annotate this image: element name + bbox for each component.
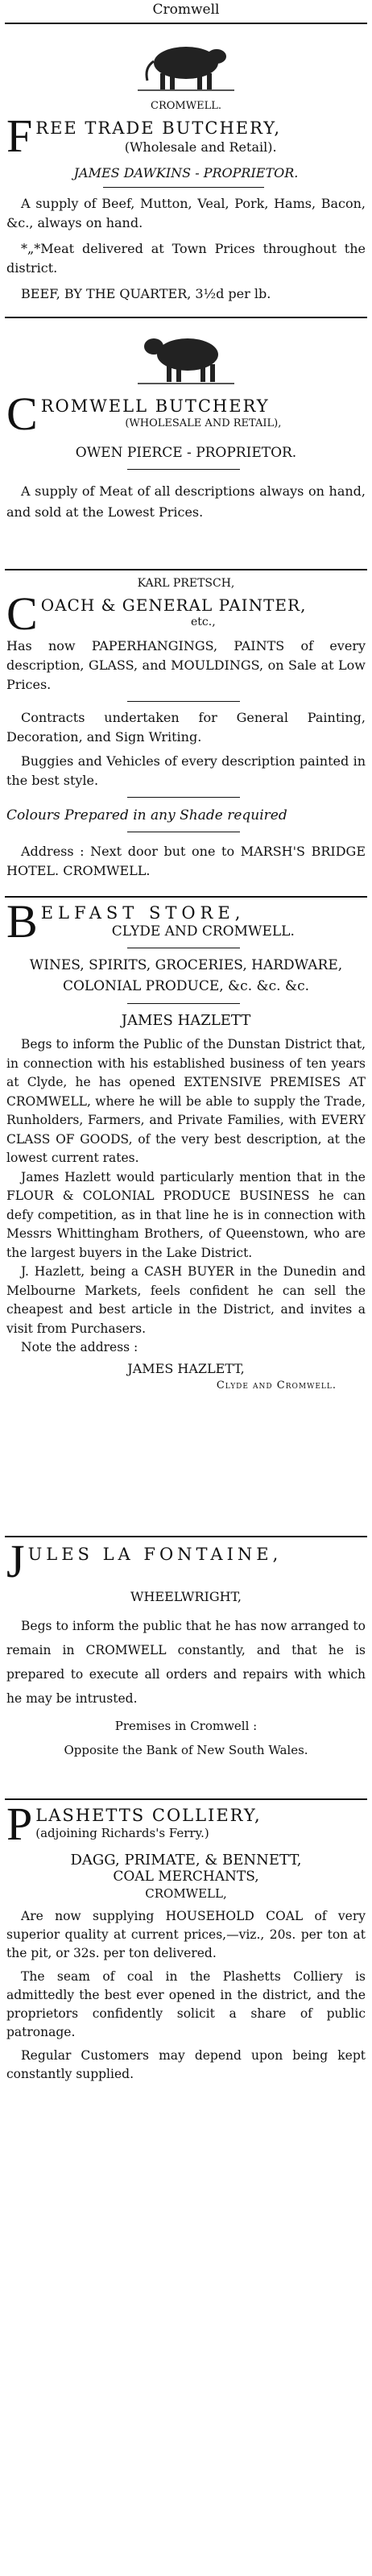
ad4-para1: Begs to inform the Public of the Dunstan District that, in connection with his established business of ten years at Clyde, he has opened EXTENSIVE PREMISES AT CROMWELL, where he will be able to supply the Trade, Runholders, Farmers, and Private Families, with EVERY CLASS OF GOODS, of the very best description, at the lowest current rates. [6, 1037, 366, 1165]
ad3-name: KARL PRETSCH, [137, 577, 235, 590]
ad5-location: Opposite the Bank of New South Wales. [64, 1743, 308, 1757]
ad6-adjoin: (adjoining Richards's Ferry.) [35, 1826, 209, 1840]
ad1-delivery: *„*Meat delivered at Town Prices throughout the district. [6, 241, 366, 276]
ad1-subtitle: (Wholesale and Retail). [124, 139, 277, 155]
ad5-trade: WHEELWRIGHT, [130, 1589, 242, 1604]
ad-karl-pretsch [6, 577, 366, 881]
ad3-contracts: Contracts undertaken for General Painting, Decoration, and Sign Writing. [6, 710, 366, 745]
ad3-title: OACH & GENERAL PAINTER, [40, 595, 307, 615]
ad5-title: ULES LA FONTAINE, [27, 1545, 283, 1564]
ad6-town: CROMWELL, [145, 1886, 227, 1901]
ad1-heading [6, 117, 366, 156]
ad4-para2: James Hazlett would particularly mention that in the FLOUR & COLONIAL PRODUCE BUSINESS he can defy competition, as in that line he is in connection with Messrs Whittingham Brothers, of Queenstown, who are the largest buyers in the Lake District. [6, 1169, 366, 1260]
ad4-owner: JAMES HAZLETT [121, 1012, 251, 1029]
ad4-goods: WINES, SPIRITS, GROCERIES, HARDWARE, COLONIAL PRODUCE, &c. &c. &c. [29, 957, 343, 994]
ad4-note: Note the address : [21, 1340, 138, 1354]
ad6-firm: DAGG, PRIMATE, & BENNETT, [70, 1852, 302, 1869]
ad4-places: CLYDE AND CROMWELL. [111, 923, 295, 940]
ad1-proprietor: JAMES DAWKINS - PROPRIETOR. [73, 165, 299, 180]
ad3-colours: Colours Prepared in any Shade required [6, 807, 287, 823]
ad3-stock: Has now PAPERHANGINGS, PAINTS of every description, GLASS, and MOULDINGS, on Sale at Low Prices. [6, 638, 366, 692]
ad6-drop-cap: P [6, 1805, 33, 1844]
ad-cromwell-butchery [6, 322, 366, 523]
ad3-etc: etc., [191, 616, 216, 628]
ad5-heading [6, 1542, 366, 1581]
ad5-premises: Premises in Cromwell : [114, 1719, 258, 1733]
ad4-signature-places: Clyde and Cromwell. [216, 1379, 337, 1392]
ad1-supply: A supply of Beef, Mutton, Veal, Pork, Hams, Bacon, &c., always on hand. [6, 196, 366, 230]
ad4-drop-cap: B [6, 902, 38, 941]
ad4-para3: J. Hazlett, being a CASH BUYER in the Dunedin and Melbourne Markets, feels confident he can sell the cheapest and best article in the District, and invites a visit from Purchasers. [6, 1264, 366, 1336]
ad5-drop-cap: J [6, 1542, 25, 1581]
ad5-body: Begs to inform the public that he has now arranged to remain in CROMWELL constantly, and that he is prepared to execute all orders and repairs with which he may be intrusted. [6, 1619, 366, 1706]
ad2-drop-cap: C [6, 395, 38, 433]
ad-free-trade-butchery [6, 29, 366, 301]
divider [5, 1798, 367, 1800]
divider [5, 1536, 367, 1537]
divider [127, 1003, 240, 1004]
divider [5, 569, 367, 570]
divider [127, 701, 240, 702]
ad1-title: REE TRADE BUTCHERY, [35, 118, 282, 138]
ad-belfast-store [6, 902, 366, 1392]
ad4-heading [6, 902, 366, 941]
ad-jules-la-fontaine [6, 1542, 366, 1757]
bull-illustration [138, 29, 234, 93]
ad6-para2: The seam of coal in the Plashetts Colliery is admittedly the best ever opened in the district, and the proprietors confidently solicit a share of public patronage. [6, 1969, 366, 2039]
ad2-supply: A supply of Meat of all descriptions always on hand, and sold at the Lowest Prices. [6, 483, 366, 520]
ad2-subtitle: (WHOLESALE AND RETAIL), [125, 417, 282, 429]
ad2-heading [6, 395, 366, 433]
divider [127, 797, 240, 798]
ad6-para1: Are now supplying HOUSEHOLD COAL of very superior quality at current prices,—viz., 20s. per ton at the pit, or 32s. per ton delivered. [6, 1909, 366, 1960]
ad2-title: ROMWELL BUTCHERY [40, 396, 270, 416]
divider [103, 187, 264, 188]
ad6-para3: Regular Customers may depend upon being kept constantly supplied. [6, 2048, 366, 2081]
ad2-proprietor: OWEN PIERCE - PROPRIETOR. [75, 445, 297, 461]
ad6-heading [6, 1805, 366, 1844]
divider [5, 317, 367, 318]
masthead: Cromwell [152, 2, 220, 18]
divider [5, 23, 367, 24]
ad3-buggies: Buggies and Vehicles of every description painted in the best style. [6, 753, 366, 788]
ad3-heading [6, 595, 366, 633]
ad3-drop-cap: C [6, 595, 38, 633]
ad-plashetts-colliery [6, 1805, 366, 2084]
ad4-title: ELFAST STORE, [40, 903, 246, 923]
ad6-role: COAL MERCHANTS, [113, 1869, 259, 1885]
ad1-drop-cap: F [6, 117, 33, 156]
bull-illustration [138, 322, 234, 387]
ad1-place: CROMWELL. [151, 100, 221, 112]
ad4-signature: JAMES HAZLETT, [127, 1360, 245, 1376]
divider [5, 896, 367, 898]
ad3-address: Address : Next door but one to MARSH'S BRIDGE HOTEL. CROMWELL. [6, 844, 366, 878]
ad6-title: LASHETTS COLLIERY, [35, 1806, 262, 1825]
divider [127, 469, 240, 470]
ad1-price: BEEF, BY THE QUARTER, 3½d per lb. [21, 286, 271, 301]
